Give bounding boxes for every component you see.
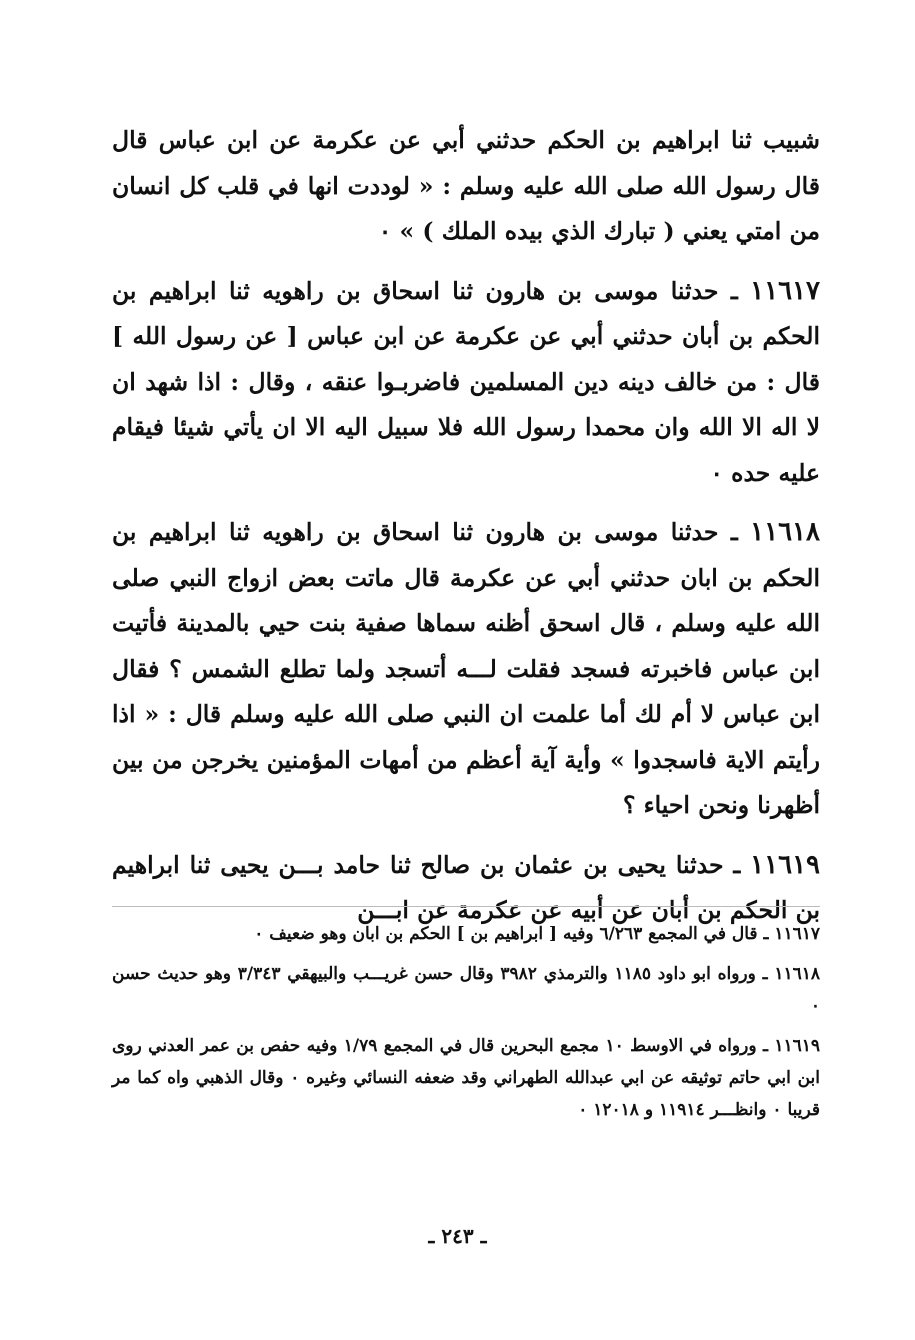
hadith-number: ١١٦١٨ [750, 517, 820, 547]
hadith-paragraph [112, 269, 820, 497]
paragraph-text: ـ حدثنا موسى بن هارون ثنا اسحاق بن راهويه ثنا ابراهيم بن الحكم بن ابان حدثني أبي عن عكرمة قال ماتت بعض ازواج النبي صلى الله عليه وسلم ، قال اسحق أظنه سماها صفية بنت حيي بالمدينة فأتيت ابن عباس فاخبرته فسجد فقلت لـــه أتسجد ولما تطلع الشمس ؟ فقال ابن عباس لا أم لك أما علمت ان النبي صلى الله عليه وسلم قال : « اذا رأيتم الاية فاسجدوا » وأية آية أعظم من أمهات المؤمنين يخرجن من بين أظهرنا ونحن احياء ؟ [112, 518, 820, 819]
footnote: ١١٦١٩ ـ ورواه في الاوسط ١٠ مجمع البحرين قال في المجمع ١/٧٩ وفيه حفص بن عمر العدني روى ابن ابي حاتم توثيقه عن ابي عبدالله الطهراني وقد ضعفه النسائي وغيره ٠ وقال الذهبي واه كما مر قريبا ٠ وانظـــر ١١٩١٤ و ١٢٠١٨ ٠ [112, 1036, 821, 1120]
paragraph-text: شبيب ثنا ابراهيم بن الحكم حدثني أبي عن عكرمة عن ابن عباس قال قال رسول الله صلى الله عليه وسلم : « لوددت انها في قلب كل انسان من امتي يعني ( تبارك الذي بيده الملك ) » ٠ [112, 126, 820, 245]
main-text [112, 118, 820, 948]
footnote-divider [112, 906, 820, 907]
footnote: ١١٦١٧ ـ قال في المجمع ٦/٢٦٣ وفيه [ ابراهيم بن ] الحكم بن ابان وهو ضعيف ٠ [254, 924, 820, 944]
hadith-number: ١١٦١٧ [750, 275, 820, 306]
hadith-number: ١١٦١٩ [750, 849, 820, 880]
paragraph-text: ـ حدثنا موسى بن هارون ثنا اسحاق بن راهويه ثنا ابراهيم بن الحكم بن أبان حدثني أبي عن عكرمة عن ابن عباس [ عن رسول الله ] قال : من خالف دينه دين المسلمين فاضربـوا عنقه ، وقال : اذا شهد ان لا اله الا الله وان محمدا رسول الله فلا سبيل اليه الا ان يأتي شيئا فيقام عليه حده ٠ [112, 276, 820, 487]
footnote: ١١٦١٨ ـ ورواه ابو داود ١١٨٥ والترمذي ٣٩٨٢ وقال حسن غريـــب والبيهقي ٣/٣٤٣ وهو حديث حسن ٠ [112, 964, 821, 1016]
page-number: ـ ٢٤٣ ـ [428, 1224, 487, 1248]
paragraph-text: ـ حدثنا يحيى بن عثمان بن صالح ثنا حامد بـــن يحيى ثنا ابراهيم بن الحكم بن أبان عن أبيه عن عكرمة عن ابـــن [112, 850, 820, 924]
paragraph-continuation [112, 118, 820, 255]
hadith-paragraph [112, 510, 820, 829]
footnotes [112, 918, 820, 1134]
